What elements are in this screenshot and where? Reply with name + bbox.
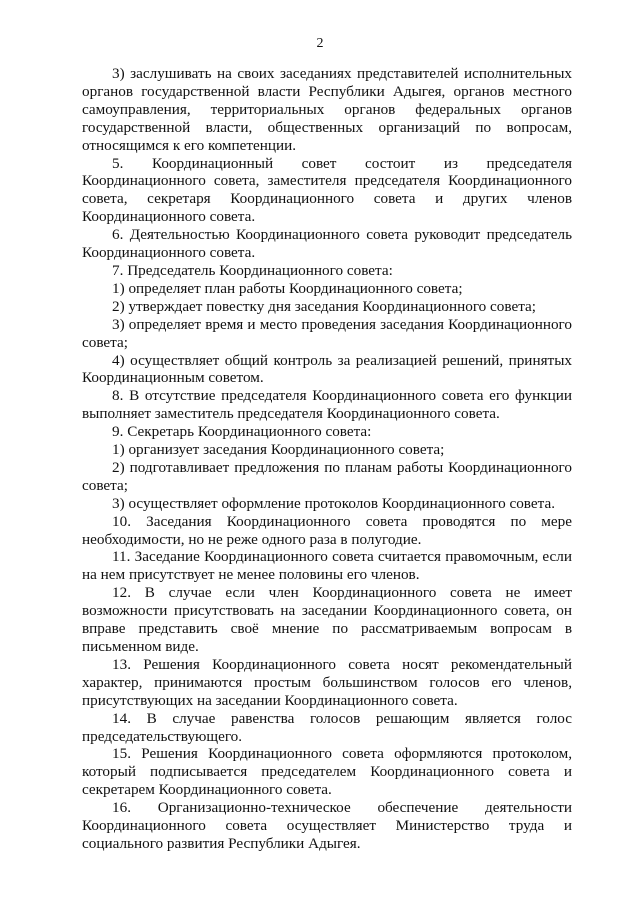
paragraph-7-item-4: 4) осуществляет общий контроль за реализацией решений, принятых Координационным советом.: [82, 351, 572, 387]
paragraph-14-tie-vote: 14. В случае равенства голосов решающим является голос председательствующего.: [82, 709, 572, 745]
paragraph-7-item-2: 2) утверждает повестку дня заседания Координационного совета;: [112, 297, 536, 315]
paragraph-12-written-opinion: 12. В случае если член Координационного совета не имеет возможности присутствовать на заседании Координационного совета, он вправе представить своё мнение по рассматриваемым вопросам в письменном виде.: [82, 584, 572, 655]
paragraph-item-3-hear-representatives: 3) заслушивать на своих заседаниях представителей исполнительных органов государственной власти Республики Адыгея, органов местного самоуправления, территориальных органов федеральных органов государственной власти, общественных организаций по вопросам, относящимся к его компетенции.: [82, 65, 572, 154]
paragraph-9-item-1: 1) организует заседания Координационного совета;: [112, 441, 445, 459]
paragraph-9-secretary-duties-heading: 9. Секретарь Координационного совета:: [112, 423, 372, 441]
page-number: 2: [316, 36, 324, 51]
paragraph-7-item-1: 1) определяет план работы Координационного совета;: [112, 279, 463, 297]
paragraph-15-protocol: 15. Решения Координационного совета оформляются протоколом, который подписывается председателем Координационного совета и секретарем Координационного совета.: [82, 745, 572, 799]
paragraph-9-item-2: 2) подготавливает предложения по планам работы Координационного совета;: [82, 458, 572, 494]
paragraph-8-chairman-absence: 8. В отсутствие председателя Координационного совета его функции выполняет заместитель председателя Координационного совета.: [82, 387, 572, 423]
document-body: [82, 65, 572, 853]
paragraph-5-council-composition: 5. Координационный совет состоит из председателя Координационного совета, заместителя председателя Координационного совета, секретаря Координационного совета и других членов Координационного совета.: [82, 154, 572, 226]
paragraph-7-item-3: 3) определяет время и место проведения заседания Координационного совета;: [82, 315, 572, 351]
paragraph-9-item-3: 3) осуществляет оформление протоколов Координационного совета.: [112, 494, 555, 512]
paragraph-7-chairman-duties-heading: 7. Председатель Координационного совета:: [112, 261, 393, 279]
paragraph-10-meeting-frequency: 10. Заседания Координационного совета проводятся по мере необходимости, но не реже одного раза в полугодие.: [82, 512, 572, 548]
paragraph-6-council-leadership: 6. Деятельностью Координационного совета руководит председатель Координационного совета.: [82, 226, 572, 262]
paragraph-11-quorum: 11. Заседание Координационного совета считается правомочным, если на нем присутствует не менее половины его членов.: [82, 548, 572, 584]
paragraph-16-technical-support: 16. Организационно-техническое обеспечение деятельности Координационного совета осуществляет Министерство труда и социального развития Республики Адыгея.: [82, 799, 572, 852]
paragraph-13-decisions: 13. Решения Координационного совета носят рекомендательный характер, принимаются простым большинством голосов его членов, присутствующих на заседании Координационного совета.: [82, 655, 572, 709]
